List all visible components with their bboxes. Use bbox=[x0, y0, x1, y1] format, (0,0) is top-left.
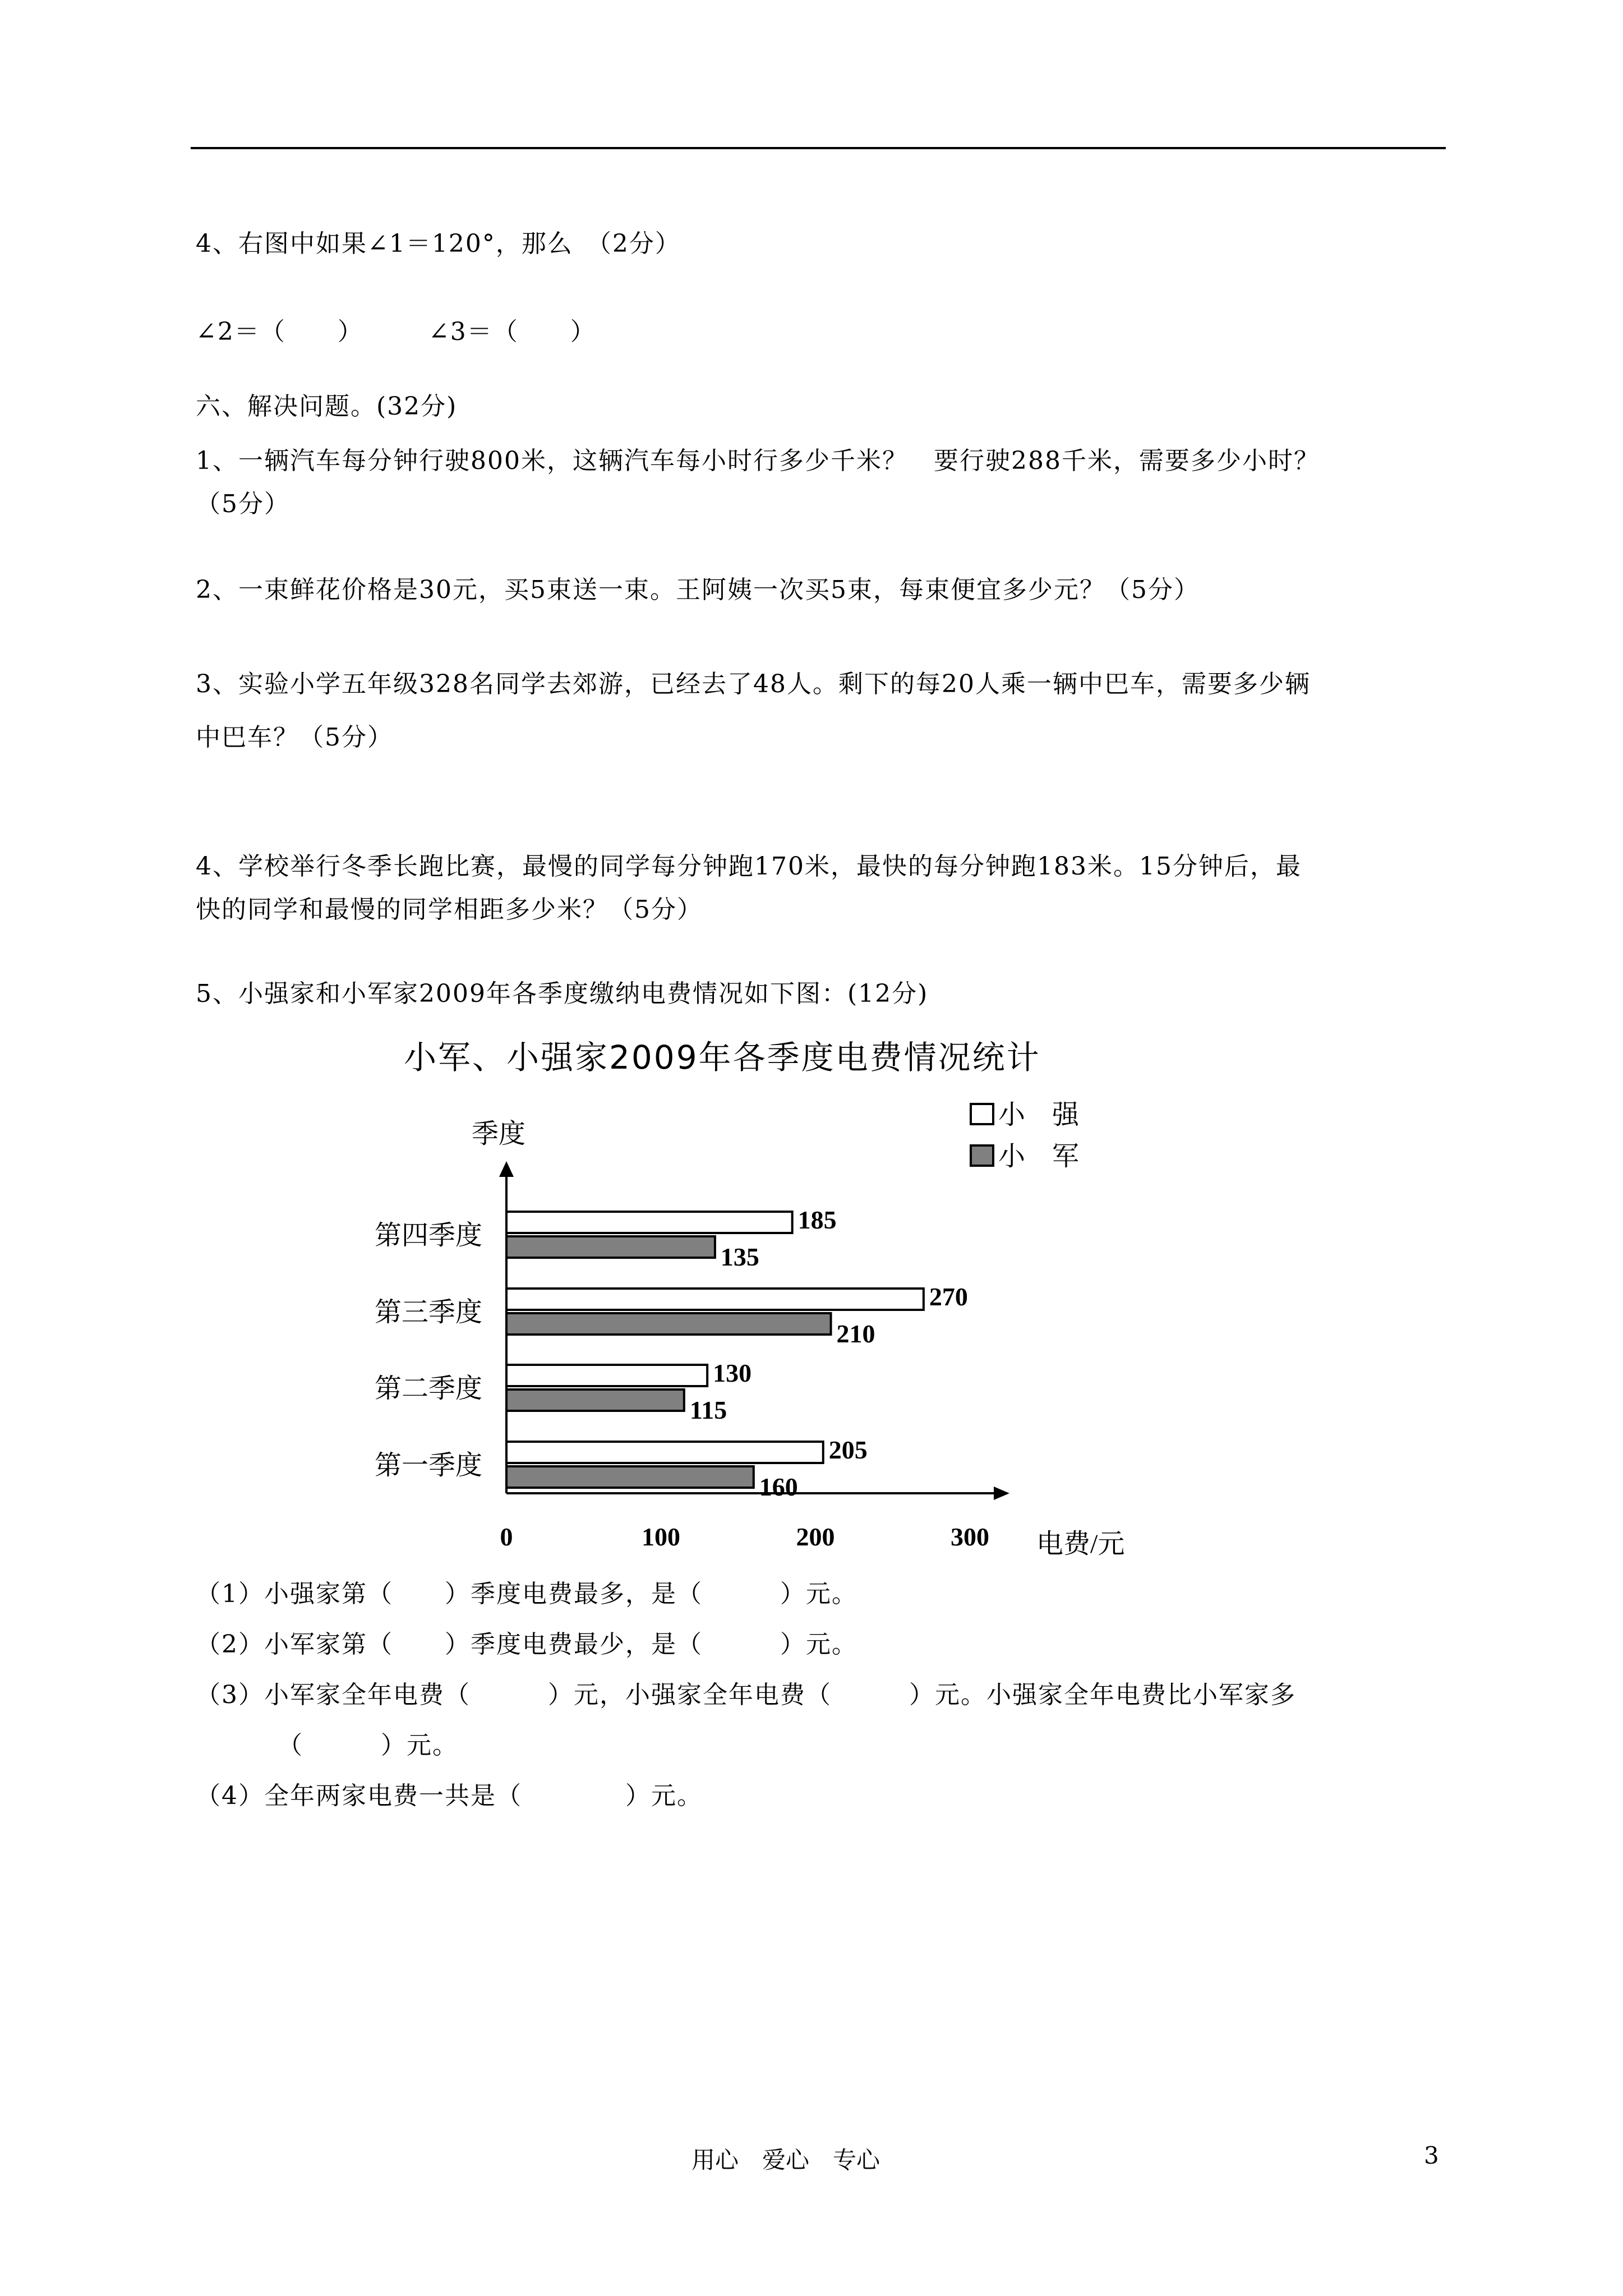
bar-value-label: 115 bbox=[689, 1396, 727, 1424]
bar bbox=[506, 1389, 684, 1411]
bar bbox=[506, 1365, 707, 1386]
bar-value-label: 135 bbox=[720, 1243, 759, 1271]
angle-blanks: ∠2＝（ ） ∠3＝（ ） bbox=[196, 318, 596, 346]
x-tick-label: 200 bbox=[796, 1522, 835, 1551]
bar bbox=[506, 1289, 924, 1310]
sub-question-2: （2）小军家第（ ）季度电费最少，是（ ）元。 bbox=[196, 1630, 857, 1659]
problem-4-line-2: 快的同学和最慢的同学相距多少米？（5分） bbox=[196, 895, 703, 924]
x-tick-label: 300 bbox=[951, 1522, 989, 1551]
bar bbox=[506, 1442, 823, 1463]
bar-value-label: 185 bbox=[797, 1205, 837, 1234]
section-heading: 六、解决问题。(32分) bbox=[196, 392, 458, 421]
bar-value-label: 270 bbox=[929, 1282, 968, 1311]
bar bbox=[506, 1212, 792, 1233]
category-label: 第二季度 bbox=[374, 1374, 482, 1404]
bar bbox=[506, 1236, 715, 1258]
x-axis-label: 电费/元 bbox=[1036, 1529, 1125, 1559]
problem-3-line-1: 3、实验小学五年级328名同学去郊游，已经去了48人。剩下的每20人乘一辆中巴车，需要多少辆 bbox=[196, 670, 1311, 698]
sub-question-4: （4）全年两家电费一共是（ ）元。 bbox=[196, 1782, 703, 1810]
x-tick-label: 0 bbox=[500, 1522, 513, 1551]
bar bbox=[506, 1466, 754, 1488]
legend-swatch-xiaojun bbox=[971, 1145, 993, 1166]
sub-question-3-line-1: （3）小军家全年电费（ ）元，小强家全年电费（ ）元。小强家全年电费比小军家多 bbox=[196, 1681, 1296, 1709]
bar-value-label: 210 bbox=[836, 1319, 875, 1348]
category-label: 第一季度 bbox=[374, 1451, 482, 1480]
bar-value-label: 130 bbox=[713, 1359, 752, 1387]
question-angle: 4、右图中如果∠1＝120°，那么 （2分） bbox=[196, 229, 681, 258]
problem-5: 5、小强家和小军家2009年各季度缴纳电费情况如下图：(12分) bbox=[196, 979, 929, 1008]
y-axis-arrow bbox=[499, 1161, 514, 1177]
problem-2: 2、一束鲜花价格是30元，买5束送一束。王阿姨一次买5束，每束便宜多少元？（5分） bbox=[196, 576, 1200, 604]
problem-4-line-1: 4、学校举行冬季长跑比赛，最慢的同学每分钟跑170米，最快的每分钟跑183米。15分钟后，最 bbox=[196, 852, 1302, 881]
problem-1-line-1: 1、一辆汽车每分钟行驶800米，这辆汽车每小时行多少千米？ 要行驶288千米，需要多少小时？ bbox=[196, 447, 1320, 475]
x-axis-arrow bbox=[994, 1487, 1009, 1500]
legend-label-xiaoqiang: 小 强 bbox=[998, 1100, 1080, 1130]
chart-title: 小军、小强家2009年各季度电费情况统计 bbox=[404, 1038, 1041, 1076]
x-tick-label: 100 bbox=[642, 1522, 680, 1551]
problem-3-line-2: 中巴车？（5分） bbox=[196, 723, 393, 752]
category-label: 第四季度 bbox=[374, 1221, 482, 1250]
legend bbox=[971, 1100, 1080, 1171]
sub-question-3-line-2: （ ）元。 bbox=[278, 1731, 458, 1760]
category-label: 第三季度 bbox=[374, 1297, 482, 1327]
footer-motto: 用心 爱心 专心 bbox=[691, 2146, 880, 2174]
y-axis-label: 季度 bbox=[472, 1119, 526, 1149]
bar-value-label: 160 bbox=[759, 1473, 798, 1501]
page-number: 3 bbox=[1424, 2142, 1439, 2169]
bar-value-label: 205 bbox=[828, 1435, 868, 1464]
problem-1-line-2: （5分） bbox=[196, 490, 290, 518]
sub-question-1: （1）小强家第（ ）季度电费最多，是（ ）元。 bbox=[196, 1580, 857, 1608]
legend-swatch-xiaoqiang bbox=[971, 1104, 993, 1124]
bar bbox=[506, 1313, 831, 1335]
legend-label-xiaojun: 小 军 bbox=[998, 1142, 1080, 1171]
